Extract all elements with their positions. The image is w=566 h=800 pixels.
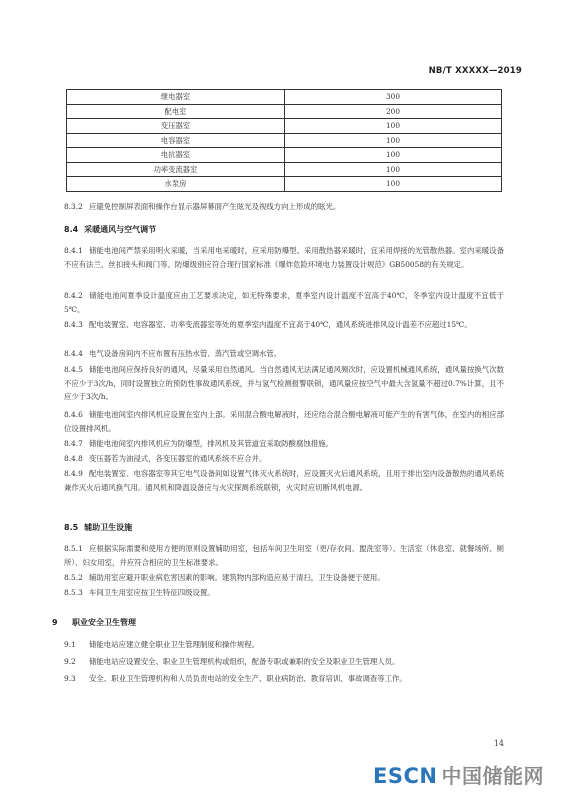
- clause-8-4-1: [64, 244, 504, 271]
- clause-text: 安全、职业卫生管理机构和人员负责电站的安全生产、职业病防治、教育培训、事故调查等工作。: [89, 674, 407, 683]
- page-number: 14: [493, 739, 504, 748]
- clause-number: 9.1: [64, 640, 76, 649]
- table-body: [67, 90, 502, 192]
- clause-number: 8.5.3: [64, 588, 83, 597]
- illuminance-value-cell: 100: [285, 148, 502, 163]
- heading-number: 8.5: [64, 523, 79, 532]
- clause-number: 8.5.1: [64, 544, 83, 553]
- clause-number: 8.3.2: [64, 202, 83, 211]
- room-name-cell: 配电室: [67, 104, 285, 119]
- clause-8-4-8: [64, 452, 504, 466]
- table-row: [67, 177, 502, 192]
- clause-text: 储能电池间严禁采用明火采暖，当采用电采暖时，应采用防爆型。采用散热器采暖时，宜采用焊接的光管散热器。室内采暖设备不应有法兰、丝扣接头和阀门等。防爆级别应符合现行国家标准《爆炸危险环境电力装置设计规范》GB50058的有关规定。: [64, 246, 504, 269]
- clause-number: 8.4.5: [64, 365, 83, 374]
- room-name-cell: 电抗器室: [67, 148, 285, 163]
- clause-number: 8.4.7: [64, 439, 83, 448]
- heading-text: 辅助卫生设施: [84, 523, 133, 532]
- clause-number: 8.4.1: [64, 246, 83, 255]
- clause-number: 9.2: [64, 657, 76, 666]
- clause-8-4-9: [64, 467, 504, 494]
- clause-number: 8.4.2: [64, 291, 83, 300]
- clause-8-3-2: [64, 200, 504, 214]
- illuminance-value-cell: 200: [285, 104, 502, 119]
- illuminance-value-cell: 100: [285, 119, 502, 134]
- illuminance-table: [66, 89, 502, 192]
- illuminance-value-cell: 100: [285, 162, 502, 177]
- clause-text: 储能电池间室内排风机应为防爆型，排风机及其管道宜采取防酸腐蚀措施。: [89, 439, 333, 448]
- table-row: [67, 119, 502, 134]
- table-row: [67, 148, 502, 163]
- clause-8-5-1: [64, 542, 504, 569]
- table-row: [67, 90, 502, 105]
- clause-text: 电气设备房间内不应布置有压热水管、蒸汽管或空调水管。: [89, 349, 282, 358]
- clause-text: 应避免控制屏表面和操作台显示器屏幕面产生眩光及视线方向上形成的眩光。: [89, 202, 341, 211]
- standard-code: NB/T XXXXX—2019: [428, 66, 522, 76]
- clause-8-4-7: [64, 437, 504, 451]
- watermark-chinese: 中国储能网: [441, 764, 544, 788]
- clause-8-4-6: [64, 408, 504, 435]
- clause-text: 储能电池间夏季设计温度应由工艺要求决定，如无特殊要求，夏季室内设计温度不宜高于40℃，冬季室内设计温度不宜低于5℃。: [64, 291, 504, 314]
- clause-8-4-5: [64, 363, 504, 404]
- clause-9-1: [64, 638, 504, 652]
- clause-text: 应根据实际需要和使用方便的原则设置辅助用室，包括车间卫生用室（更/存衣间、盥洗室等）、生活室（休息室、就餐场所、厕所）、妇女用室，并应符合相应的卫生标准要求。: [64, 544, 504, 567]
- clause-number: 8.4.9: [64, 469, 83, 478]
- watermark-latin: ESCN: [373, 764, 438, 788]
- clause-8-4-4: [64, 347, 504, 361]
- clause-text: 储能电池间室内排风机应设置在室内上部。采用混合酸电解液时，还应结合混合酸电解液可能产生的有害气体，在室内的相应部位设置排风机。: [64, 410, 504, 433]
- room-name-cell: 功率变流器室: [67, 162, 285, 177]
- room-name-cell: 变压器室: [67, 119, 285, 134]
- heading-text: 职业安全卫生管理: [72, 618, 136, 627]
- heading-number: 9: [52, 618, 58, 627]
- clause-text: 储能电池间应保持良好的通风，尽量采用自然通风。当自然通风无法满足通风频次时，应设置机械通风系统，通风量按换气次数不应少于3次/h，同时设置独立的预防性事故通风系统，并与氢气检测报警联锁，通风量应按空气中最大含氢量不超过0.7%计算，且不应少于3次/h。: [64, 365, 504, 402]
- section-heading-8-5: [64, 522, 132, 533]
- clause-9-3: [64, 672, 504, 686]
- clause-text: 配电装置室、电容器室、功率变流器室等处的夏季室内温度不宜高于40℃，通风系统进排风设计温差不应超过15℃。: [89, 320, 472, 329]
- clause-8-4-2: [64, 289, 504, 316]
- clause-text: 储能电站应设置安全、职业卫生管理机构或组织，配备专职或兼职的安全及职业卫生管理人员。: [89, 657, 400, 666]
- clause-number: 9.3: [64, 674, 76, 683]
- illuminance-value-cell: 300: [285, 90, 502, 105]
- illuminance-value-cell: 100: [285, 133, 502, 148]
- clause-number: 8.4.8: [64, 454, 83, 463]
- clause-text: 配电装置室、电容器室等其它电气设备间如设置气体灭火系统时，应设置灭火后通风系统，且用于排出室内设备散热的通风系统兼作灭火后通风换气用。通风机和降温设备应与火灾探测系统联锁，火灾时应切断风机电源。: [64, 469, 504, 492]
- room-name-cell: 继电器室: [67, 90, 285, 105]
- clause-number: 8.5.2: [64, 573, 83, 582]
- table-row: [67, 133, 502, 148]
- section-heading-8-4: [64, 224, 156, 235]
- heading-number: 8.4: [64, 225, 79, 234]
- clause-text: 储能电站应建立健全职业卫生管理制度和操作规程。: [89, 640, 259, 649]
- table-row: [67, 104, 502, 119]
- illuminance-value-cell: 100: [285, 177, 502, 192]
- clause-number: 8.4.6: [64, 410, 83, 419]
- clause-text: 变压器若为油浸式，各变压器室的通风系统不应合并。: [89, 454, 267, 463]
- table-row: [67, 162, 502, 177]
- clause-number: 8.4.4: [64, 349, 83, 358]
- escn-watermark-logo: [373, 760, 544, 789]
- chapter-heading-9: [52, 617, 136, 628]
- heading-text: 采暖通风与空气调节: [84, 225, 157, 234]
- clause-text: 车间卫生用室应按卫生特征四级设置。: [89, 588, 215, 597]
- clause-8-5-3: [64, 586, 504, 600]
- clause-8-5-2: [64, 571, 504, 585]
- clause-number: 8.4.3: [64, 320, 83, 329]
- clause-text: 辅助用室应避开职业病危害因素的影响。建筑物内部构造应易于清扫，卫生设备便于使用。: [89, 573, 385, 582]
- room-name-cell: 水泵房: [67, 177, 285, 192]
- clause-9-2: [64, 655, 504, 669]
- clause-8-4-3: [64, 318, 504, 332]
- room-name-cell: 电容器室: [67, 133, 285, 148]
